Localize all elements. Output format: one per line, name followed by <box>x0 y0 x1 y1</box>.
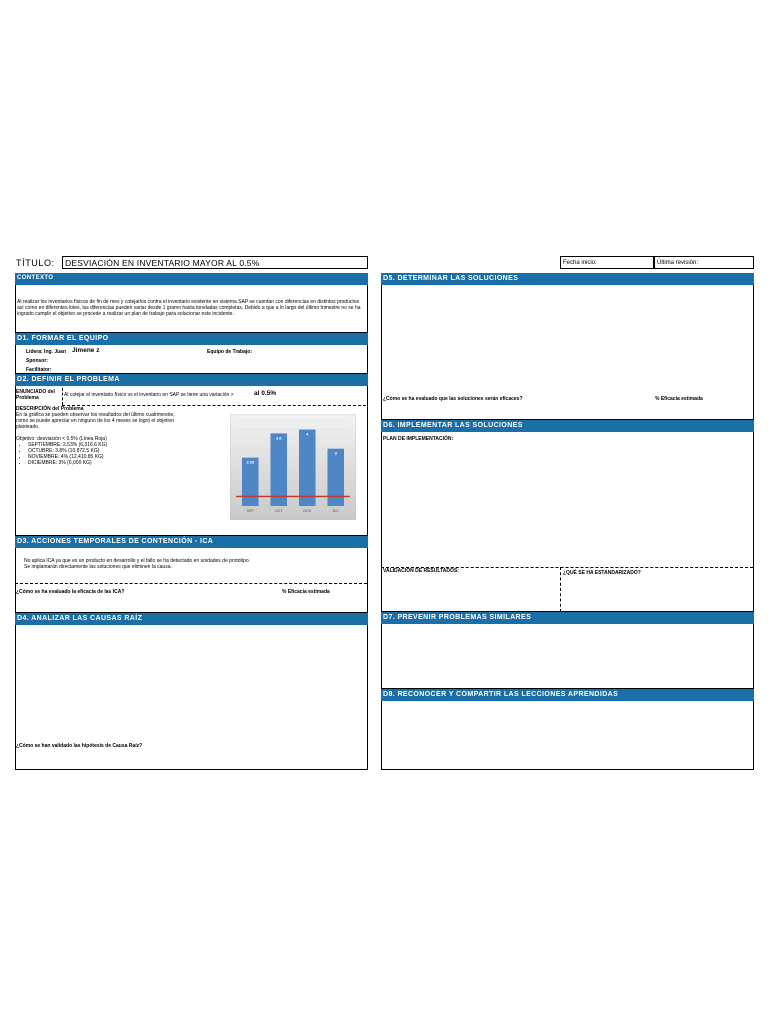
ica-question: ¿Cómo se ha evaluado la eficacia de las ICA? <box>16 589 125 595</box>
statement-text: Al cotejar el inventario físico vs el inventario en SAP se tiene una variación > <box>64 392 234 398</box>
d1-heading: D1. FORMAR EL EQUIPO <box>15 333 368 345</box>
last-revision-label: Última revisión: <box>657 260 699 266</box>
ica-line-1: No aplica ICA ya que es un producto en desarrollo y el fallo se ha detectado en unidades de prototipo. <box>24 558 250 564</box>
start-date-field[interactable] <box>560 256 654 269</box>
facilitator-label: Facilitator: <box>26 367 52 373</box>
title-label: TÍTULO: <box>16 258 55 268</box>
objective-text: Objetivo: desviación < 0.5% (Línea Roja) <box>16 436 107 442</box>
title-value: DESVIACIÓN EN INVENTARIO MAYOR AL 0.5% <box>65 258 260 268</box>
d6-heading: D6. IMPLEMENTAR LAS SOLUCIONES <box>381 420 754 432</box>
bar-oct <box>270 433 287 506</box>
statement-label: ENUNCIADO del Problema <box>16 389 55 401</box>
list-item: • SEPTIEMBRE: 2.53% (6,316.6 KG) <box>28 442 107 448</box>
start-date-label: Fecha inicio: <box>563 260 597 266</box>
list-item: • NOVIEMBRE: 4% (12,410.85 KG) <box>28 454 107 460</box>
objective-list <box>16 442 107 466</box>
statement-underline <box>62 405 366 406</box>
last-revision-field[interactable] <box>654 256 754 269</box>
deviation-chart <box>230 414 356 520</box>
leader-label: Lídera: Ing. Juan <box>26 349 67 355</box>
plan-label: PLAN DE IMPLEMENTACIÓN: <box>383 436 454 442</box>
category-label: OCT <box>274 509 283 513</box>
d4-heading: D4. ANALIZAR LAS CAUSAS RAÍZ <box>15 613 368 625</box>
validation-divider <box>560 567 561 612</box>
bar-sep <box>242 458 259 506</box>
bar-value-label: 3 <box>334 450 337 456</box>
sponsor-label: Sponsor: <box>26 358 48 364</box>
category-label: DIC <box>332 509 339 513</box>
title-field[interactable] <box>62 256 368 269</box>
context-text: Al realizar los inventarios físicos de fin de mes y cotejarlos contra el inventario existente en sistema SAP se cuentan con diferencias en distintos productos así como en diferentes lotes, las diferencias pueden variar desde 1 gramo hasta toneladas completas. Debido a que a lo largo del último trimestre no se ha logrado cumplir el objetivo se procede a realizar un plan de trabajo para solucionar este incidente. <box>17 299 361 317</box>
ica-efficacy: % Eficacia estimada <box>282 589 330 595</box>
description-label: DESCRIPCIÓN del Problema <box>16 406 84 412</box>
ica-separator <box>15 583 367 584</box>
d7-heading: D7. PREVENIR PROBLEMAS SIMILARES <box>381 612 754 624</box>
standardized-label: ¿QUÉ SE HA ESTANDARIZADO? <box>563 570 641 576</box>
context-heading: CONTEXTO <box>15 273 368 285</box>
d2-heading: D2. DEFINIR EL PROBLEMA <box>15 374 368 386</box>
list-item: • OCTUBRE: 3.8% (10,872.5 KG) <box>28 448 107 454</box>
d6-section <box>381 420 754 612</box>
ica-line-2: Se implantarán directamente las soluciones que eliminen la causa. <box>24 564 172 570</box>
leader-name: Jimene z <box>72 347 100 354</box>
bar-value-label: 4 <box>306 431 309 437</box>
description-text: En la gráfica se pueden observar los resultados del último cuatrimestre, como se puede apreciar en ninguno de los 4 meses se logró el objetivo planteado. <box>16 412 175 430</box>
bar-value-label: 3.8 <box>275 435 282 441</box>
bar-dic <box>327 449 344 506</box>
list-item: • DICIEMBRE: 3% (6,000 KG) <box>28 460 107 466</box>
d5-heading: D5. DETERMINAR LAS SOLUCIONES <box>381 273 754 285</box>
category-label: NOV <box>303 509 312 513</box>
d3-heading: D3. ACCIONES TEMPORALES DE CONTENCIÓN - ICA <box>15 536 368 548</box>
statement-divider <box>62 388 63 405</box>
solutions-question: ¿Cómo se ha evaluado que las soluciones serán eficaces? <box>383 396 523 402</box>
d8-heading: D8. RECONOCER Y COMPARTIR LAS LECCIONES APRENDIDAS <box>381 689 754 701</box>
category-label: SEP <box>246 509 254 513</box>
bar-value-label: 2.53 <box>246 459 255 465</box>
root-cause-question: ¿Cómo se han validado las hipótesis de Causa Raíz? <box>16 743 143 749</box>
bar-nov <box>299 430 316 506</box>
statement-value: al 0.5% <box>254 390 277 397</box>
d8-section <box>381 689 754 770</box>
team-label: Equipo de Trabajo: <box>207 349 253 355</box>
validation-label: VALIDACIÓN DE RESULTADOS: <box>383 568 459 574</box>
solutions-efficacy: % Eficacia estimada <box>655 396 703 402</box>
